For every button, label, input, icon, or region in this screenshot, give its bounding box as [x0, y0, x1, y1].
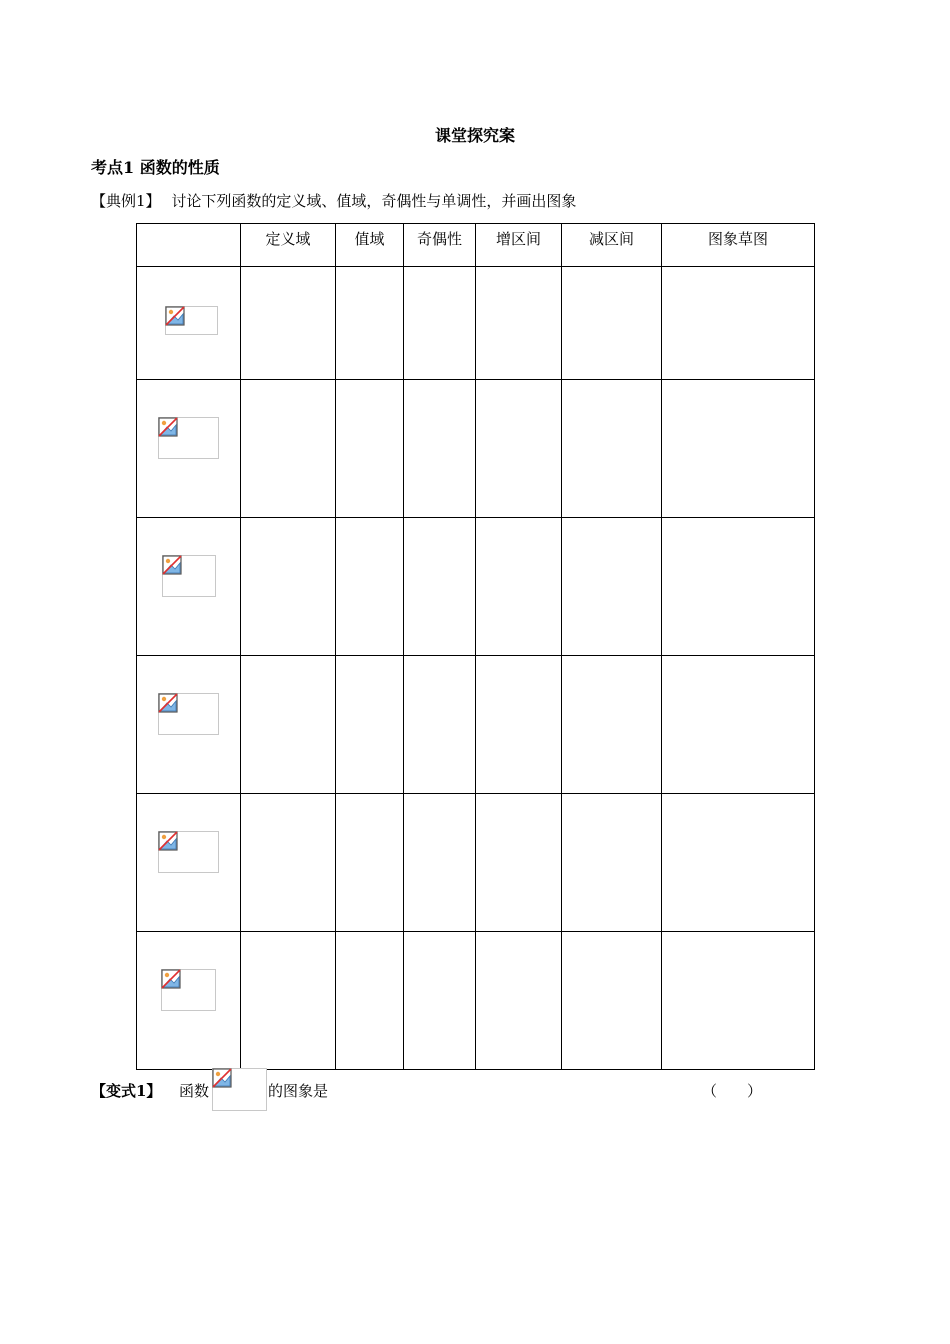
table-row	[137, 380, 815, 518]
answer-blank[interactable]: （ ）	[702, 1082, 763, 1100]
domain-cell[interactable]	[241, 380, 336, 518]
decreasing-cell[interactable]	[562, 267, 662, 380]
parity-cell[interactable]	[404, 518, 476, 656]
function-cell	[137, 518, 241, 656]
function-cell	[137, 267, 241, 380]
increasing-cell[interactable]	[476, 794, 562, 932]
broken-image-icon	[162, 555, 182, 575]
function-image	[158, 417, 219, 459]
range-cell[interactable]	[336, 267, 404, 380]
table-row	[137, 932, 815, 1070]
decreasing-cell[interactable]	[562, 380, 662, 518]
broken-image-icon	[158, 831, 178, 851]
function-cell	[137, 794, 241, 932]
function-image	[161, 969, 216, 1011]
domain-cell[interactable]	[241, 518, 336, 656]
function-image	[158, 693, 219, 735]
increasing-cell[interactable]	[476, 267, 562, 380]
variant-text-before: 函数	[179, 1082, 210, 1100]
increasing-cell[interactable]	[476, 932, 562, 1070]
page-title: 课堂探究案	[434, 126, 515, 145]
broken-image-icon	[158, 693, 178, 713]
example-prompt	[91, 190, 576, 211]
domain-cell[interactable]	[241, 794, 336, 932]
domain-cell[interactable]	[241, 932, 336, 1070]
broken-image-icon	[161, 969, 181, 989]
sketch-cell[interactable]	[662, 380, 815, 518]
variant-function-image	[212, 1068, 267, 1111]
parity-cell[interactable]	[404, 267, 476, 380]
parity-cell[interactable]	[404, 932, 476, 1070]
domain-cell[interactable]	[241, 267, 336, 380]
broken-image-icon	[158, 417, 178, 437]
parity-cell[interactable]	[404, 656, 476, 794]
broken-image-icon	[212, 1068, 232, 1088]
table-row	[137, 267, 815, 380]
increasing-cell[interactable]	[476, 380, 562, 518]
example-tag: 【典例1】	[91, 192, 161, 210]
increasing-cell[interactable]	[476, 656, 562, 794]
broken-image-icon	[165, 306, 185, 326]
range-cell[interactable]	[336, 380, 404, 518]
function-cell	[137, 380, 241, 518]
decreasing-cell[interactable]	[562, 794, 662, 932]
header-function	[137, 224, 241, 267]
header-increasing: 增区间	[476, 224, 562, 267]
properties-table	[136, 223, 815, 1070]
sketch-cell[interactable]	[662, 656, 815, 794]
header-range: 值域	[336, 224, 404, 267]
parity-cell[interactable]	[404, 380, 476, 518]
sketch-cell[interactable]	[662, 932, 815, 1070]
range-cell[interactable]	[336, 932, 404, 1070]
table-row	[137, 794, 815, 932]
increasing-cell[interactable]	[476, 518, 562, 656]
sketch-cell[interactable]	[662, 794, 815, 932]
sketch-cell[interactable]	[662, 518, 815, 656]
header-decreasing: 减区间	[562, 224, 662, 267]
decreasing-cell[interactable]	[562, 932, 662, 1070]
function-cell	[137, 932, 241, 1070]
decreasing-cell[interactable]	[562, 656, 662, 794]
variant-tag: 【变式1】	[91, 1082, 162, 1100]
function-cell	[137, 656, 241, 794]
range-cell[interactable]	[336, 656, 404, 794]
variant-question	[91, 1078, 811, 1114]
table-header-row	[137, 224, 815, 267]
header-sketch: 图象草图	[662, 224, 815, 267]
function-image	[165, 306, 218, 335]
sketch-cell[interactable]	[662, 267, 815, 380]
range-cell[interactable]	[336, 518, 404, 656]
header-parity: 奇偶性	[404, 224, 476, 267]
parity-cell[interactable]	[404, 794, 476, 932]
table-row	[137, 518, 815, 656]
variant-text-after: 的图象是	[268, 1082, 329, 1100]
domain-cell[interactable]	[241, 656, 336, 794]
range-cell[interactable]	[336, 794, 404, 932]
header-domain: 定义域	[241, 224, 336, 267]
function-image	[158, 831, 219, 873]
function-image	[162, 555, 216, 597]
example-text: 讨论下列函数的定义域、值域，奇偶性与单调性，并画出图象	[171, 192, 577, 210]
section-heading: 考点1 函数的性质	[91, 158, 220, 177]
decreasing-cell[interactable]	[562, 518, 662, 656]
table-row	[137, 656, 815, 794]
